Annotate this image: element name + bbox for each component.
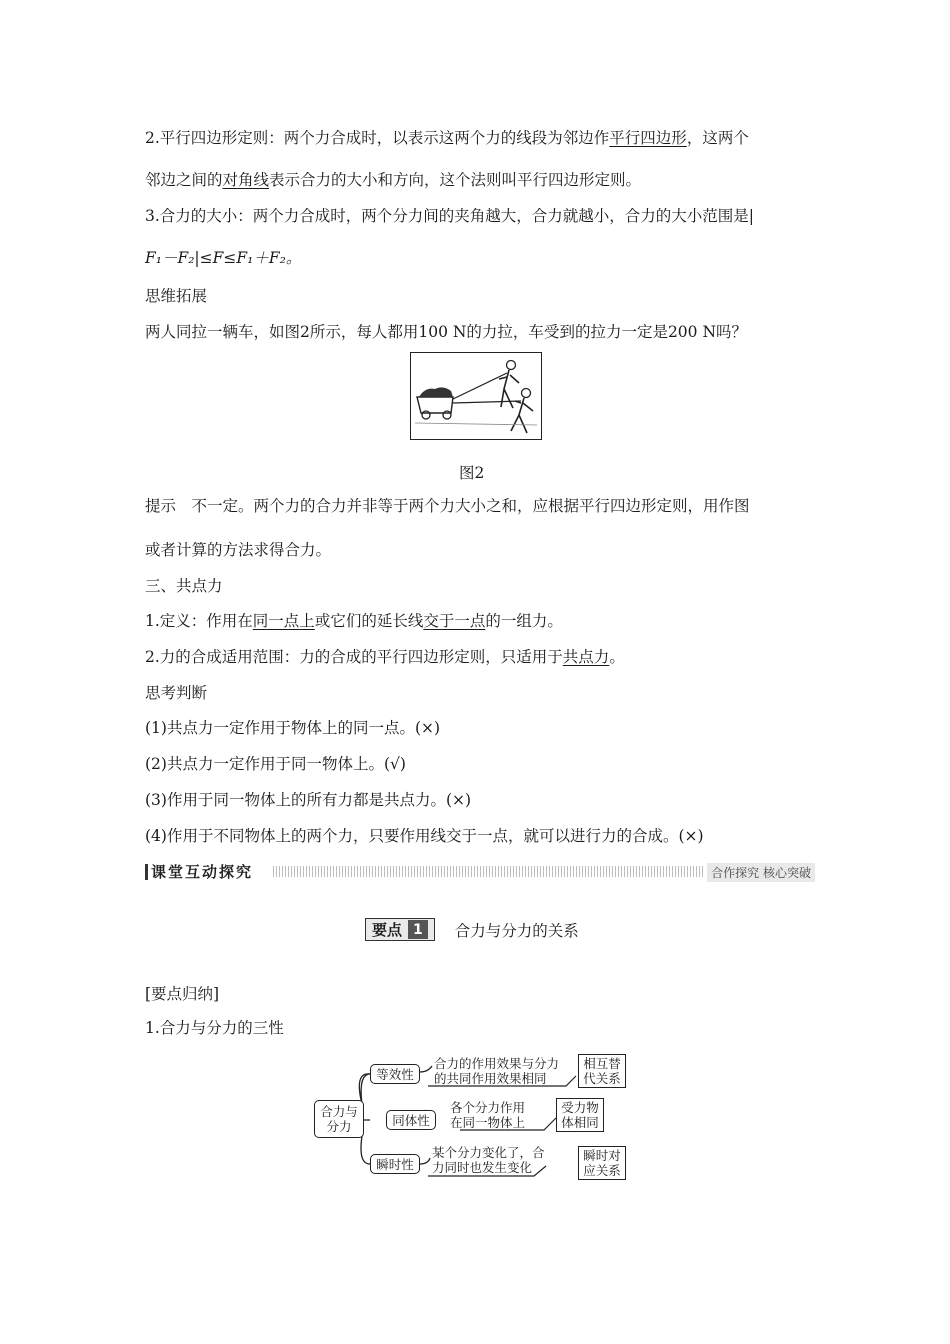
- underlined-term: 交于一点: [423, 612, 486, 630]
- branch-description: [434, 1056, 559, 1086]
- judgment-item: (3)作用于同一物体上的所有力都是共点力。(×): [145, 791, 472, 809]
- text-line: 3.合力的大小：两个力合成时，两个分力间的夹角越大，合力就越小，合力的大小范围是|: [145, 207, 755, 225]
- root-line: 合力与: [320, 1104, 358, 1119]
- banner-stripe: [273, 866, 705, 877]
- question-text: 两人同拉一辆车，如图2所示，每人都用100 N的力拉，车受到的拉力一定是200 N吗？: [145, 323, 748, 341]
- result-box-3: [578, 1146, 626, 1180]
- underlined-term: 同一点上: [252, 612, 315, 630]
- section-heading: 三、共点力: [145, 577, 223, 595]
- mindmap-diagram: [310, 1052, 630, 1184]
- desc-line: 某个分力变化了，合: [432, 1145, 545, 1160]
- keypoint-label: 要点: [372, 921, 403, 939]
- keypoint-title: 合力与分力的关系: [454, 921, 579, 940]
- text-span: 。: [609, 648, 625, 666]
- hint-text: 或者计算的方法求得合力。: [145, 541, 332, 559]
- text-span: 1.定义：作用在: [145, 612, 253, 630]
- underlined-term: 对角线: [222, 171, 270, 189]
- judgment-item: (2)共点力一定作用于同一物体上。(√): [145, 755, 406, 773]
- desc-line: 各个分力作用: [450, 1100, 526, 1115]
- judgment-item: (1)共点力一定作用于物体上的同一点。(×): [145, 719, 441, 737]
- section-label: 思考判断: [145, 684, 208, 702]
- result-box-1: [578, 1054, 626, 1088]
- figure-caption: 图2: [459, 464, 485, 482]
- underlined-term: 平行四边形: [609, 129, 687, 147]
- formula-line: F₁－F₂|≤F≤F₁＋F₂。: [145, 249, 302, 267]
- result-line: 体相同: [561, 1115, 599, 1130]
- text-span: 邻边之间的: [145, 171, 223, 189]
- text-line: [145, 647, 625, 667]
- text-line: [145, 170, 641, 190]
- desc-line: 合力的作用效果与分力: [434, 1056, 560, 1071]
- banner-subtitle: 合作探究 核心突破: [707, 863, 815, 882]
- result-line: 代关系: [583, 1071, 621, 1086]
- section-banner: [145, 862, 815, 881]
- branch-description: [450, 1100, 525, 1130]
- text-span: 2.平行四边形定则：两个力合成时，以表示这两个力的线段为邻边作: [145, 129, 610, 147]
- figure-2-cart-image: [410, 352, 542, 440]
- keypoint-badge: [365, 918, 435, 941]
- result-line: 应关系: [583, 1163, 621, 1178]
- section-label: 思维拓展: [145, 287, 208, 305]
- branch-same-body: 同体性: [386, 1110, 436, 1130]
- text-span: 或它们的延长线: [314, 612, 424, 630]
- root-line: 分力: [326, 1119, 352, 1134]
- hint-text: 提示 不一定。两个力的合力并非等于两个力大小之和，应根据平行四边形定则，用作图: [145, 497, 750, 515]
- result-line: 相互替: [583, 1056, 621, 1071]
- text-span: 表示合力的大小和方向，这个法则叫平行四边形定则。: [269, 171, 642, 189]
- text-line: [145, 128, 749, 148]
- text-span: 2.力的合成适用范围：力的合成的平行四边形定则，只适用于: [145, 648, 563, 666]
- keypoint-number: 1: [408, 920, 428, 939]
- subheading: 1.合力与分力的三性: [145, 1019, 284, 1037]
- judgment-item: (4)作用于不同物体上的两个力，只要作用线交于一点，就可以进行力的合成。(×): [145, 827, 704, 845]
- branch-description: [432, 1145, 545, 1175]
- result-box-2: [556, 1098, 604, 1132]
- desc-line: 力同时也发生变化: [432, 1160, 533, 1175]
- branch-instantaneity: 瞬时性: [370, 1154, 420, 1174]
- banner-left: [145, 862, 253, 881]
- banner-title: 课堂互动探究: [151, 863, 254, 881]
- text-span: ，这两个: [686, 129, 749, 147]
- keypoint-heading: [365, 918, 579, 941]
- desc-line: 在同一物体上: [450, 1115, 526, 1130]
- result-line: 受力物: [561, 1100, 599, 1115]
- branch-equivalence: 等效性: [370, 1064, 420, 1084]
- desc-line: 的共同作用效果相同: [434, 1071, 547, 1086]
- underlined-term: 共点力: [562, 648, 610, 666]
- result-line: 瞬时对: [583, 1148, 621, 1163]
- banner-bar: [145, 864, 148, 880]
- summary-label: [要点归纳]: [145, 985, 220, 1003]
- text-span: 的一组力。: [485, 612, 563, 630]
- text-line: [145, 611, 563, 631]
- mindmap-root: [314, 1100, 364, 1138]
- cart-pulling-illustration: [411, 353, 541, 439]
